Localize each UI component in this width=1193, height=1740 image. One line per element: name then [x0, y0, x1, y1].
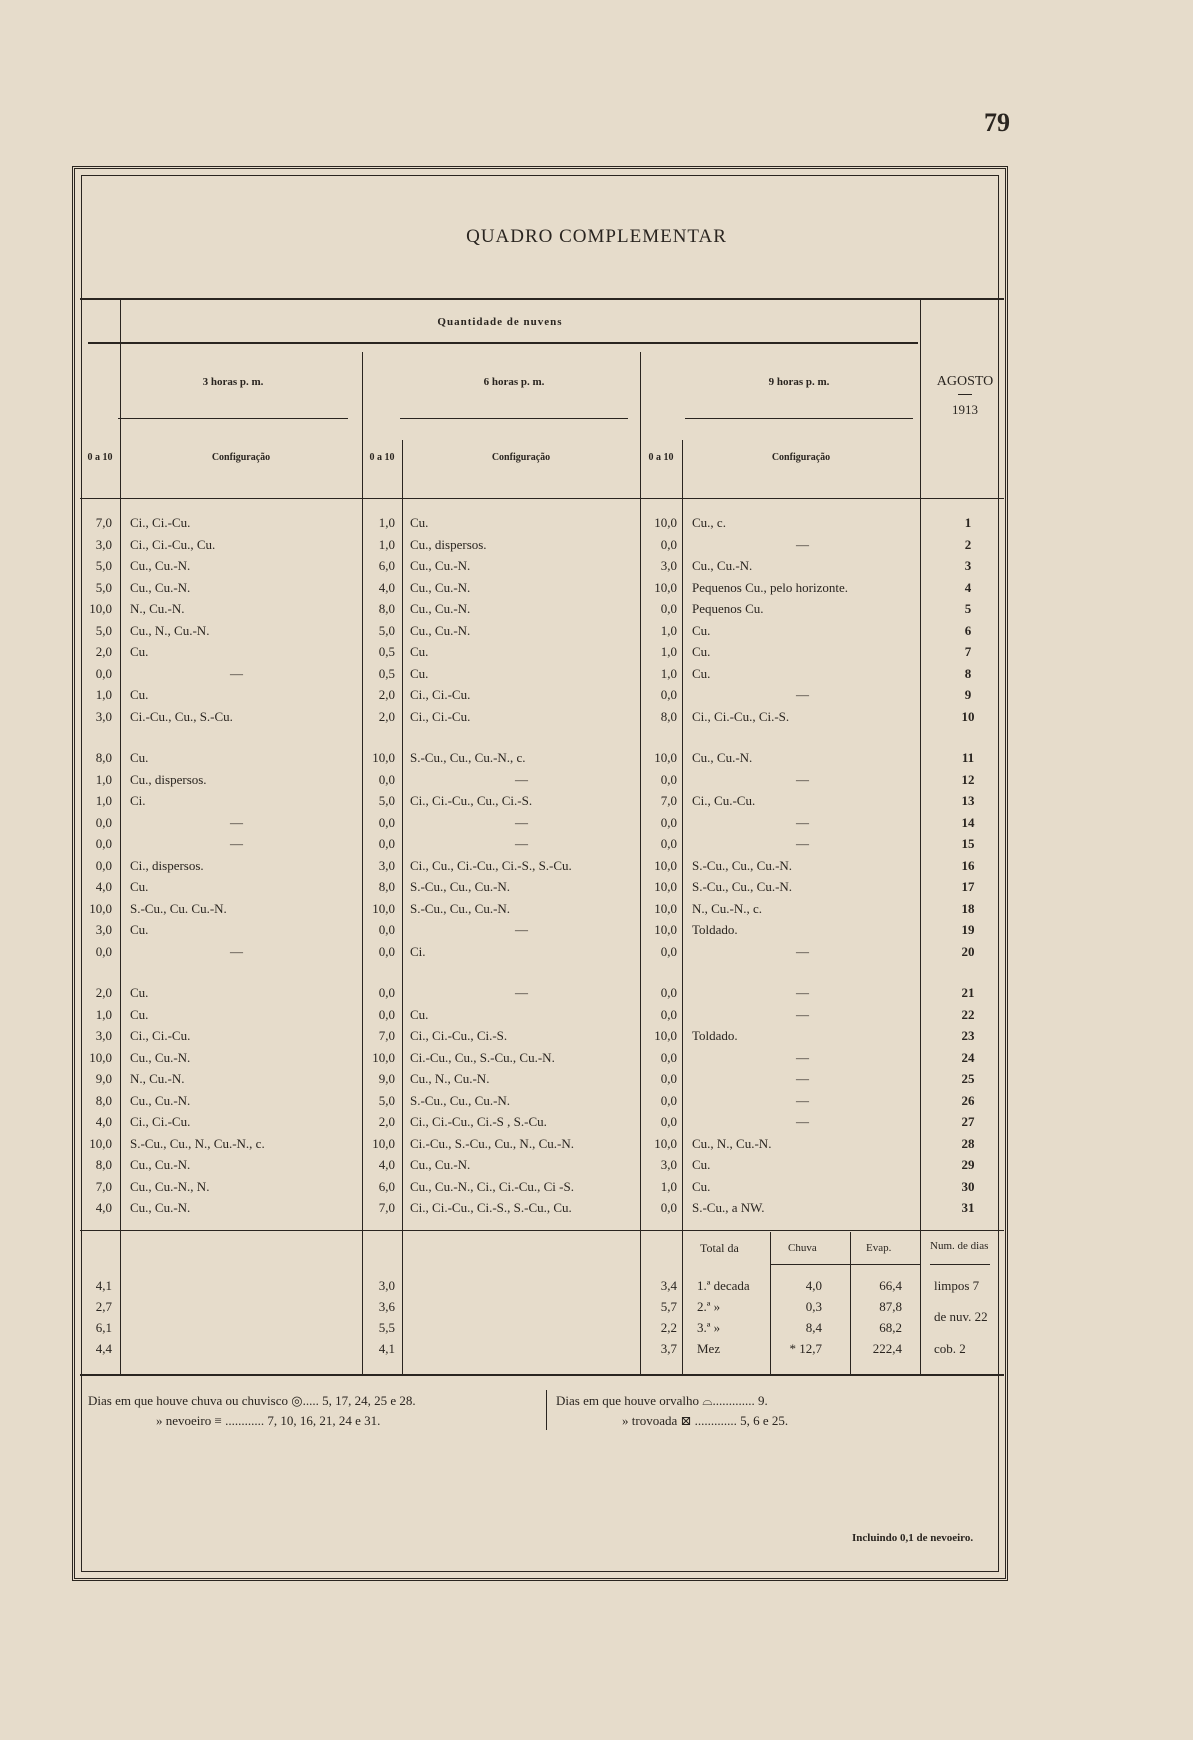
- cover-9pm: 0,0: [660, 814, 677, 830]
- cover-3pm: 7,0: [95, 1178, 112, 1194]
- config-9pm: —: [796, 687, 809, 702]
- cover-9pm: 0,0: [660, 836, 677, 851]
- summary-bottom-rule: [80, 1374, 1004, 1376]
- config-9pm: —: [796, 814, 809, 830]
- day-number: 15: [961, 836, 975, 851]
- config-6pm: S.-Cu., Cu., Cu.-N., c.: [410, 750, 526, 765]
- summary-9pm: 5,7: [660, 1299, 677, 1314]
- cover-6pm: 5,0: [378, 793, 395, 808]
- config-6pm: Cu.: [410, 644, 429, 659]
- cover-9pm: 3,0: [660, 558, 677, 573]
- vline-c2: [682, 440, 683, 1374]
- time-label: 6 horas p. m.: [483, 376, 545, 388]
- summary-total-label: Total da: [700, 1241, 739, 1255]
- day-number: 19: [961, 922, 975, 937]
- cover-6pm: 0,0: [378, 985, 395, 1000]
- config-3pm: —: [230, 814, 243, 830]
- time-label: 9 horas p. m.: [768, 376, 830, 388]
- config-3pm: Cu., Cu.-N.: [130, 1092, 191, 1108]
- summary-dias: limpos 7: [934, 1278, 980, 1293]
- header-top-rule: [80, 298, 1004, 300]
- cover-9pm: 0,0: [660, 1092, 677, 1108]
- cover-9pm: 0,0: [660, 536, 677, 552]
- cover-6pm: 10,0: [372, 1135, 395, 1151]
- cover-6pm: 8,0: [378, 601, 395, 616]
- config-9pm: —: [796, 1092, 809, 1108]
- cover-6pm: 10,0: [372, 1049, 395, 1065]
- cover-9pm: 10,0: [654, 515, 677, 530]
- year-label: 1913: [952, 402, 978, 417]
- config-9pm: Ci., Ci.-Cu., Ci.-S.: [692, 708, 790, 724]
- cover-3pm: 1,0: [95, 687, 112, 702]
- cover-3pm: 8,0: [95, 1092, 112, 1108]
- cover-3pm: 0,0: [95, 814, 112, 830]
- summary-evap: 87,8: [879, 1299, 902, 1314]
- cover-3pm: 3,0: [95, 708, 112, 724]
- config-6pm: Cu., Cu.-N.: [410, 558, 471, 573]
- cover-3pm: 2,0: [95, 644, 112, 659]
- config-6pm: Cu., N., Cu.-N.: [410, 1071, 490, 1086]
- note-thunder: » trovoada ⊠ ............. 5, 6 e 25.: [622, 1413, 789, 1428]
- summary-sub-rule: [770, 1264, 920, 1265]
- cover-9pm: 3,0: [660, 1157, 677, 1172]
- summary-chuva: 0,3: [805, 1299, 822, 1314]
- day-number: 10: [961, 708, 975, 724]
- config-6pm: Ci.: [410, 943, 426, 959]
- note-dew: Dias em que houve orvalho ⌓............. 9.: [556, 1393, 768, 1408]
- config-6pm: Cu.: [410, 665, 429, 681]
- cover-9pm: 10,0: [654, 879, 677, 894]
- config-3pm: Cu.: [130, 644, 149, 659]
- config-6pm: —: [515, 814, 528, 830]
- config-3pm: Cu.: [130, 1006, 149, 1022]
- note-fog: » nevoeiro ≡ ............ 7, 10, 16, 21, 24 e 31.: [156, 1413, 381, 1428]
- cover-3pm: 5,0: [95, 558, 112, 573]
- config-6pm: Cu., Cu.-N., Ci., Ci.-Cu., Ci -S.: [410, 1178, 574, 1194]
- cover-3pm: 4,0: [95, 1200, 112, 1215]
- config-3pm: N., Cu.-N.: [130, 1071, 185, 1086]
- day-number: 30: [961, 1178, 975, 1194]
- vline-d: [920, 300, 921, 1374]
- config-6pm: —: [515, 836, 528, 851]
- cover-9pm: 0,0: [660, 943, 677, 959]
- cover-3pm: 4,0: [95, 879, 112, 894]
- config-9pm: S.-Cu., Cu., Cu.-N.: [692, 857, 793, 873]
- day-number: 9: [964, 687, 972, 702]
- note-rain: Dias em que houve chuva ou chuvisco ◎..... 5, 17, 24, 25 e 28.: [88, 1393, 416, 1408]
- config-3pm: Cu.: [130, 687, 149, 702]
- summary-period: 3.ª »: [697, 1320, 721, 1335]
- config-3pm: —: [230, 836, 243, 851]
- config-6pm: Cu.: [410, 1006, 429, 1022]
- day-number: 16: [961, 857, 975, 873]
- config-6pm: —: [515, 771, 528, 787]
- cover-3pm: 0,0: [95, 665, 112, 681]
- config-header: Configuração: [491, 452, 551, 463]
- config-6pm: Ci., Ci.-Cu.: [410, 687, 471, 702]
- day-number: 22: [961, 1006, 975, 1022]
- config-6pm: S.-Cu., Cu., Cu.-N.: [410, 1092, 511, 1108]
- config-6pm: Ci., Ci.-Cu.: [410, 708, 471, 724]
- config-6pm: Ci.-Cu., S.-Cu., Cu., N., Cu.-N.: [410, 1135, 574, 1151]
- cover-9pm: 0,0: [660, 1049, 677, 1065]
- config-9pm: —: [796, 771, 809, 787]
- cover-9pm: 10,0: [654, 922, 677, 937]
- subheader-rule: [80, 498, 1004, 499]
- day-number: 6: [964, 622, 972, 638]
- summary-top-rule: [80, 1230, 1004, 1231]
- config-9pm: Cu., c.: [692, 515, 726, 530]
- cover-3pm: 7,0: [95, 515, 112, 530]
- config-9pm: Cu.: [692, 665, 711, 681]
- page-title: QUADRO COMPLEMENTAR: [466, 226, 727, 247]
- cover-3pm: 8,0: [95, 750, 112, 765]
- cover-6pm: 0,0: [378, 943, 395, 959]
- cover-3pm: 8,0: [95, 1157, 112, 1172]
- config-3pm: Ci.-Cu., Cu., S.-Cu.: [130, 708, 233, 724]
- cover-6pm: 2,0: [378, 687, 395, 702]
- config-6pm: Ci., Cu., Ci.-Cu., Ci.-S., S.-Cu.: [410, 857, 572, 873]
- day-number: 3: [964, 558, 972, 573]
- config-9pm: Pequenos Cu., pelo horizonte.: [692, 579, 848, 595]
- summary-chuva-label: Chuva: [788, 1242, 817, 1254]
- scale-header: 0 a 10: [648, 452, 674, 463]
- config-9pm: Cu., Cu.-N.: [692, 558, 753, 573]
- config-3pm: Cu., Cu.-N.: [130, 1049, 191, 1065]
- day-number: 1: [964, 515, 972, 530]
- config-3pm: Cu., dispersos.: [130, 771, 207, 787]
- cover-6pm: 0,0: [378, 922, 395, 937]
- config-3pm: Cu., Cu.-N., N.: [130, 1178, 210, 1194]
- config-6pm: Ci., Ci.-Cu., Ci.-S., S.-Cu., Cu.: [410, 1200, 572, 1215]
- month-label: AGOSTO: [936, 374, 994, 389]
- cover-6pm: 1,0: [378, 536, 395, 552]
- summary-evap-label: Evap.: [866, 1242, 892, 1254]
- cover-9pm: 0,0: [660, 1114, 677, 1129]
- cover-9pm: 0,0: [660, 1200, 677, 1215]
- summary-evap: 222,4: [872, 1341, 902, 1356]
- cover-9pm: 0,0: [660, 1071, 677, 1086]
- cover-3pm: 10,0: [89, 1135, 112, 1151]
- config-6pm: Cu., dispersos.: [410, 536, 487, 552]
- day-number: 31: [961, 1200, 975, 1215]
- day-number: 23: [961, 1028, 975, 1043]
- cover-6pm: 3,0: [378, 857, 395, 873]
- cover-6pm: 0,5: [378, 644, 395, 659]
- summary-9pm: 3,4: [660, 1278, 677, 1293]
- cover-3pm: 3,0: [95, 1028, 112, 1043]
- cover-6pm: 1,0: [378, 515, 395, 530]
- group-title: Quantidade de nuvens: [437, 316, 563, 328]
- config-9pm: Cu.: [692, 1178, 711, 1194]
- cover-9pm: 0,0: [660, 985, 677, 1000]
- config-6pm: Ci.-Cu., Cu., S.-Cu., Cu.-N.: [410, 1049, 555, 1065]
- time-underline-1: [118, 418, 348, 419]
- config-6pm: —: [515, 922, 528, 937]
- config-9pm: Cu.: [692, 622, 711, 638]
- config-3pm: Ci., Ci.-Cu.: [130, 1028, 191, 1043]
- day-number: 5: [964, 601, 972, 616]
- cover-9pm: 7,0: [660, 793, 677, 808]
- config-9pm: —: [796, 536, 809, 552]
- config-6pm: Ci., Ci.-Cu., Ci.-S , S.-Cu.: [410, 1114, 547, 1129]
- cover-3pm: 4,0: [95, 1114, 112, 1129]
- cover-3pm: 3,0: [95, 536, 112, 552]
- cover-3pm: 0,0: [95, 857, 112, 873]
- summary-3pm: 4,4: [95, 1341, 112, 1356]
- cover-6pm: 9,0: [378, 1071, 395, 1086]
- config-9pm: —: [796, 943, 809, 959]
- day-number: 25: [961, 1071, 975, 1086]
- vline-b2: [402, 440, 403, 1374]
- config-9pm: Pequenos Cu.: [692, 601, 764, 616]
- cover-3pm: 10,0: [89, 1049, 112, 1065]
- cover-6pm: 2,0: [378, 708, 395, 724]
- config-6pm: Cu., Cu.-N.: [410, 601, 471, 616]
- cover-6pm: 0,0: [378, 1006, 395, 1022]
- day-number: 29: [961, 1157, 975, 1172]
- summary-9pm: 2,2: [660, 1320, 677, 1335]
- cover-9pm: 1,0: [660, 622, 677, 638]
- cover-6pm: 7,0: [378, 1200, 395, 1215]
- config-9pm: S.-Cu., a NW.: [692, 1200, 765, 1215]
- summary-9pm: 3,7: [660, 1341, 677, 1356]
- config-3pm: Cu.: [130, 750, 149, 765]
- config-9pm: Cu., N., Cu.-N.: [692, 1135, 772, 1151]
- config-6pm: S.-Cu., Cu., Cu.-N.: [410, 900, 511, 916]
- config-9pm: Cu.: [692, 1157, 711, 1172]
- config-6pm: Cu., Cu.-N.: [410, 622, 471, 638]
- cover-6pm: 8,0: [378, 879, 395, 894]
- config-9pm: —: [796, 985, 809, 1000]
- summary-3pm: 6,1: [95, 1320, 112, 1335]
- cover-6pm: 0,0: [378, 771, 395, 787]
- day-number: 28: [961, 1135, 975, 1151]
- config-9pm: —: [796, 1114, 809, 1129]
- time-label: 3 horas p. m.: [202, 376, 264, 388]
- summary-dias: de nuv. 22: [934, 1309, 988, 1324]
- day-number: 17: [961, 879, 975, 894]
- cover-9pm: 8,0: [660, 708, 677, 724]
- config-9pm: Cu., Cu.-N.: [692, 750, 753, 765]
- summary-3pm: 2,7: [95, 1299, 112, 1314]
- scale-header: 0 a 10: [369, 452, 395, 463]
- cover-6pm: 10,0: [372, 900, 395, 916]
- cover-9pm: 1,0: [660, 1178, 677, 1194]
- cover-3pm: 0,0: [95, 943, 112, 959]
- day-number: 13: [961, 793, 975, 808]
- config-9pm: Toldado.: [692, 1028, 738, 1043]
- time-underline-3: [685, 418, 913, 419]
- config-3pm: Ci., dispersos.: [130, 857, 204, 873]
- summary-period: Mez: [697, 1341, 721, 1356]
- config-3pm: Ci., Ci.-Cu., Cu.: [130, 536, 216, 552]
- cover-6pm: 4,0: [378, 1157, 395, 1172]
- cover-6pm: 0,5: [378, 665, 395, 681]
- config-6pm: Ci., Ci.-Cu., Cu., Ci.-S.: [410, 793, 533, 808]
- summary-6pm: 3,0: [378, 1278, 395, 1293]
- cover-3pm: 1,0: [95, 793, 112, 808]
- cover-3pm: 3,0: [95, 922, 112, 937]
- config-3pm: Ci.: [130, 793, 146, 808]
- day-number: 7: [964, 644, 972, 659]
- config-6pm: —: [515, 985, 528, 1000]
- footnote: Incluindo 0,1 de nevoeiro.: [852, 1532, 974, 1544]
- config-3pm: Cu.: [130, 922, 149, 937]
- cover-3pm: 2,0: [95, 985, 112, 1000]
- cover-3pm: 1,0: [95, 771, 112, 787]
- cover-3pm: 1,0: [95, 1006, 112, 1022]
- cover-3pm: 10,0: [89, 601, 112, 616]
- cover-9pm: 10,0: [654, 1135, 677, 1151]
- day-number: 2: [964, 536, 972, 552]
- cover-9pm: 10,0: [654, 750, 677, 765]
- summary-dias: cob. 2: [934, 1341, 966, 1356]
- config-9pm: —: [796, 1049, 809, 1065]
- config-6pm: Cu., Cu.-N.: [410, 579, 471, 595]
- cover-6pm: 6,0: [378, 558, 395, 573]
- cover-3pm: 5,0: [95, 622, 112, 638]
- month-year-divider: [958, 394, 972, 395]
- day-number: 21: [961, 985, 975, 1000]
- config-9pm: Toldado.: [692, 922, 738, 937]
- cover-9pm: 1,0: [660, 644, 677, 659]
- day-number: 12: [961, 771, 975, 787]
- cover-9pm: 0,0: [660, 601, 677, 616]
- cover-9pm: 10,0: [654, 579, 677, 595]
- config-3pm: Cu., Cu.-N.: [130, 1200, 191, 1215]
- cover-6pm: 6,0: [378, 1178, 395, 1194]
- config-3pm: Cu., Cu.-N.: [130, 579, 191, 595]
- cover-6pm: 2,0: [378, 1114, 395, 1129]
- cover-9pm: 0,0: [660, 1006, 677, 1022]
- config-3pm: Cu., Cu.-N.: [130, 558, 191, 573]
- config-6pm: Cu., Cu.-N.: [410, 1157, 471, 1172]
- config-3pm: N., Cu.-N.: [130, 601, 185, 616]
- config-3pm: —: [230, 665, 243, 681]
- day-number: 24: [961, 1049, 975, 1065]
- cover-3pm: 0,0: [95, 836, 112, 851]
- config-6pm: S.-Cu., Cu., Cu.-N.: [410, 879, 511, 894]
- config-6pm: Ci., Ci.-Cu., Ci.-S.: [410, 1028, 508, 1043]
- config-3pm: Cu., Cu.-N.: [130, 1157, 191, 1172]
- config-6pm: Cu.: [410, 515, 429, 530]
- cover-6pm: 7,0: [378, 1028, 395, 1043]
- summary-period: 1.ª decada: [697, 1278, 750, 1293]
- cover-6pm: 10,0: [372, 750, 395, 765]
- notes-divider: [546, 1390, 547, 1430]
- config-3pm: Cu., N., Cu.-N.: [130, 622, 210, 638]
- summary-3pm: 4,1: [95, 1278, 112, 1293]
- cover-6pm: 5,0: [378, 1092, 395, 1108]
- config-3pm: Cu.: [130, 879, 149, 894]
- cover-3pm: 5,0: [95, 579, 112, 595]
- cover-6pm: 0,0: [378, 814, 395, 830]
- config-9pm: Ci., Cu.-Cu.: [692, 793, 756, 808]
- config-3pm: Cu.: [130, 985, 149, 1000]
- config-9pm: —: [796, 1006, 809, 1022]
- config-3pm: S.-Cu., Cu., N., Cu.-N., c.: [130, 1135, 265, 1151]
- cover-9pm: 10,0: [654, 1028, 677, 1043]
- cover-3pm: 10,0: [89, 900, 112, 916]
- config-header: Configuração: [771, 452, 831, 463]
- summary-evap: 68,2: [879, 1320, 902, 1335]
- cover-9pm: 0,0: [660, 771, 677, 787]
- config-header: Configuração: [211, 452, 271, 463]
- day-number: 11: [961, 750, 975, 765]
- time-underline-2: [400, 418, 628, 419]
- config-3pm: —: [230, 943, 243, 959]
- cover-6pm: 4,0: [378, 579, 395, 595]
- day-number: 14: [961, 814, 975, 830]
- summary-evap: 66,4: [879, 1278, 902, 1293]
- config-9pm: N., Cu.-N., c.: [692, 900, 763, 916]
- cover-6pm: 0,0: [378, 836, 395, 851]
- config-3pm: S.-Cu., Cu. Cu.-N.: [130, 900, 227, 916]
- summary-6pm: 4,1: [378, 1341, 395, 1356]
- day-number: 18: [961, 900, 975, 916]
- summary-period: 2.ª »: [697, 1299, 721, 1314]
- summary-chuva: * 12,7: [789, 1341, 822, 1356]
- scale-header: 0 a 10: [87, 452, 113, 463]
- page-number: 79: [984, 108, 1010, 137]
- config-9pm: —: [796, 1071, 809, 1086]
- cover-6pm: 5,0: [378, 622, 395, 638]
- cover-9pm: 1,0: [660, 665, 677, 681]
- day-number: 26: [961, 1092, 975, 1108]
- summary-chuva: 4,0: [805, 1278, 822, 1293]
- day-number: 27: [961, 1114, 975, 1129]
- group-underline: [88, 342, 918, 344]
- config-9pm: Cu.: [692, 644, 711, 659]
- summary-6pm: 3,6: [378, 1299, 395, 1314]
- cover-9pm: 0,0: [660, 687, 677, 702]
- dias-underline: [930, 1264, 990, 1265]
- summary-chuva: 8,4: [805, 1320, 822, 1335]
- config-3pm: Ci., Ci.-Cu.: [130, 515, 191, 530]
- summary-dias-label: Num. de dias: [930, 1240, 989, 1252]
- config-9pm: S.-Cu., Cu., Cu.-N.: [692, 879, 793, 894]
- day-number: 20: [961, 943, 975, 959]
- day-number: 4: [964, 579, 972, 595]
- config-9pm: —: [796, 836, 809, 851]
- cover-3pm: 9,0: [95, 1071, 112, 1086]
- day-number: 8: [964, 665, 972, 681]
- cover-9pm: 10,0: [654, 900, 677, 916]
- summary-6pm: 5,5: [378, 1320, 395, 1335]
- cover-9pm: 10,0: [654, 857, 677, 873]
- config-3pm: Ci., Ci.-Cu.: [130, 1114, 191, 1129]
